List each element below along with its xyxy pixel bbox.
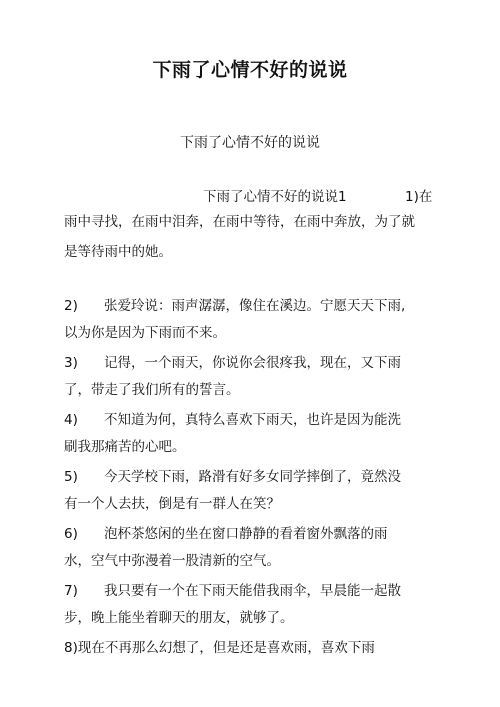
item-2-line-1 [64,296,444,316]
item-2-line-2: 以为你是因为下雨而不来。 [64,325,226,341]
item-5-line-1 [64,467,444,487]
section-heading: 下雨了心情不好的说说1 [203,189,347,205]
page-title: 下雨了心情不好的说说 [152,59,348,81]
item-6-line-1 [64,524,444,544]
item-5-number: 5) [64,469,78,485]
item-2-number: 2) [64,298,78,314]
item-7-number: 7) [64,583,78,599]
item-8-line-1: 8)现在不再那么幻想了，但是还是喜欢雨，喜欢下雨 [64,640,375,656]
item-1-line-3: 是等待雨中的她。 [64,244,172,260]
item-6-number: 6) [64,526,78,542]
item-2-text: 张爱玲说：雨声潺潺，像住在溪边。宁愿天天下雨, [104,298,406,314]
page-subtitle: 下雨了心情不好的说说 [180,135,320,151]
item-3-line-2: 了，带走了我们所有的誓言。 [64,382,240,398]
item-5-line-2: 有一个人去扶，倒是有一群人在笑？ [64,496,280,512]
item-4-text: 不知道为何，真特么喜欢下雨天，也许是因为能洗 [104,412,401,428]
item-1-text-start: 在 [418,189,433,205]
item-1-line-2: 雨中寻找，在雨中泪奔，在雨中等待，在雨中奔放，为了就 [64,214,415,230]
item-3-text: 记得，一个雨天，你说你会很疼我，现在，又下雨 [104,355,401,371]
item-1-start [405,185,432,205]
item-5-text: 今天学校下雨，路滑有好多女同学摔倒了，竟然没 [104,469,401,485]
item-4-line-2: 刷我那痛苦的心吧。 [64,439,186,455]
item-6-line-2: 水，空气中弥漫着一股清新的空气。 [64,553,280,569]
item-3-line-1 [64,353,444,373]
item-7-text: 我只要有一个在下雨天能借我雨伞，早晨能一起散 [104,583,401,599]
item-7-line-2: 步，晚上能坐着聊天的朋友，就够了。 [64,610,294,626]
item-7-line-1 [64,581,444,601]
item-1-number: 1) [405,189,419,205]
item-3-number: 3) [64,355,78,371]
item-6-text: 泡杯茶悠闲的坐在窗口静静的看着窗外飘落的雨 [104,526,388,542]
item-4-number: 4) [64,412,78,428]
item-4-line-1 [64,410,444,430]
